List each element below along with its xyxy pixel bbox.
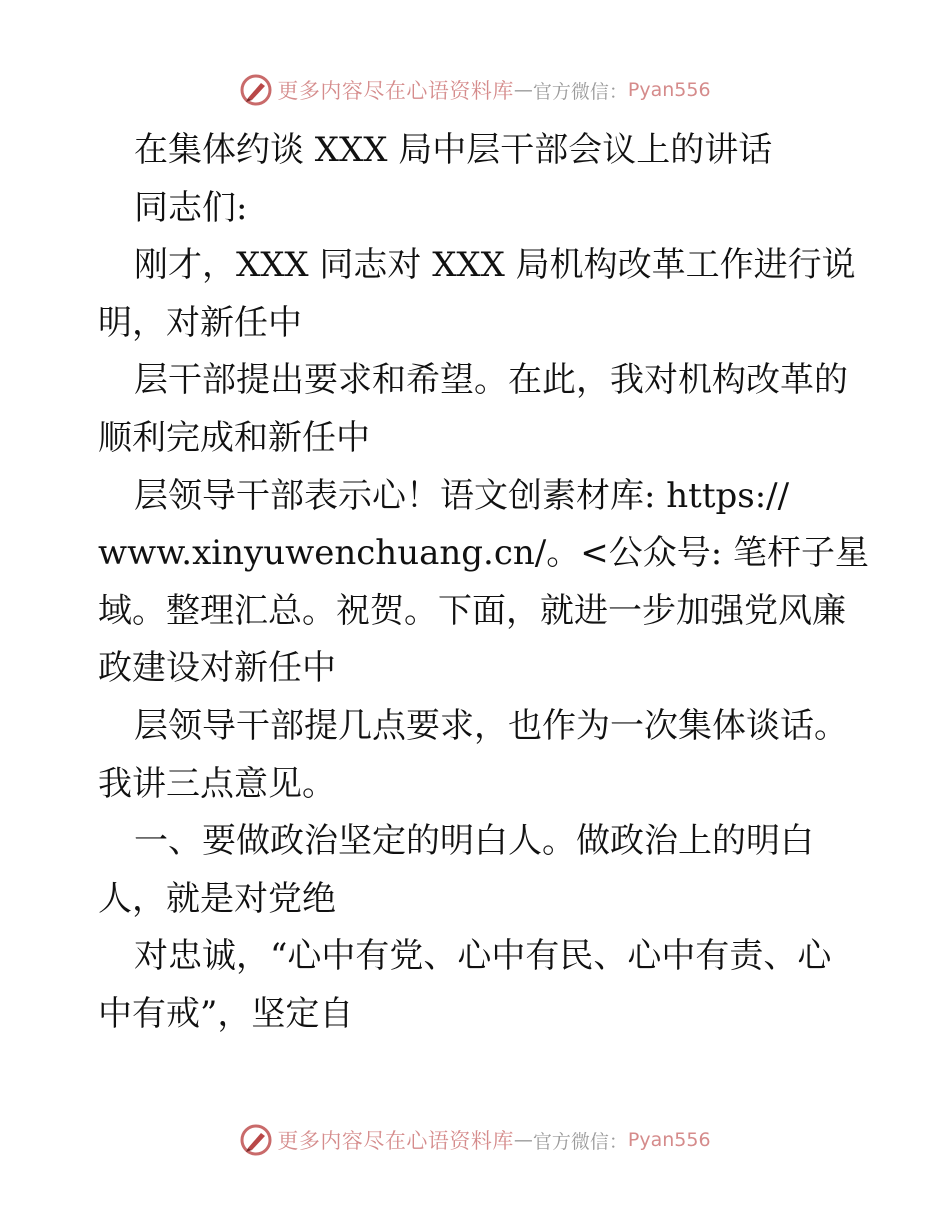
text-line: 层领导干部提几点要求，也作为一次集体谈话。 (134, 705, 848, 746)
salutation: 同志们: (134, 187, 248, 228)
banner-dash: — (513, 1129, 533, 1151)
banner-wechat-id: Pyan556 (627, 1129, 711, 1151)
text-line: 域。整理汇总。祝贺。下面，就进一步加强党风廉 (98, 590, 846, 631)
footer-banner (0, 1120, 950, 1160)
text-line: 层干部提出要求和希望。在此，我对机构改革的 (134, 360, 848, 401)
text-line: 中有戒”，坚定自 (98, 993, 354, 1034)
text-line: 层领导干部表示心！语文创素材库: https:// (134, 475, 790, 516)
section-heading-line: 一、要做政治坚定的明白人。做政治上的明白 (134, 821, 814, 862)
text-line: 政建设对新任中 (98, 648, 336, 689)
pen-logo-icon (239, 1123, 273, 1157)
banner-wechat-label: 官方微信： (532, 80, 628, 103)
banner-main-text: 更多内容尽在心语资料库 (277, 1129, 514, 1153)
text-line: 人，就是对党绝 (98, 878, 336, 919)
banner-wechat-id: Pyan556 (627, 79, 711, 101)
document-body (98, 122, 869, 1044)
banner-dash: — (513, 79, 533, 101)
text-line: www.xinyuwenchuang.cn/。<公众号: 笔杆子星 (98, 533, 869, 574)
text-line: 对忠诚，“心中有党、心中有民、心中有责、心 (134, 936, 832, 977)
document-title: 在集体约谈 XXX 局中层干部会议上的讲话 (134, 130, 773, 170)
header-banner (0, 70, 950, 110)
banner-main-text: 更多内容尽在心语资料库 (277, 79, 514, 103)
text-line: 顺利完成和新任中 (98, 417, 370, 458)
text-line: 我讲三点意见。 (98, 763, 336, 804)
text-line: 明，对新任中 (98, 302, 302, 343)
text-line: 刚才，XXX 同志对 XXX 局机构改革工作进行说 (134, 245, 856, 286)
pen-logo-icon (239, 73, 273, 107)
banner-wechat-label: 官方微信： (532, 1130, 628, 1153)
